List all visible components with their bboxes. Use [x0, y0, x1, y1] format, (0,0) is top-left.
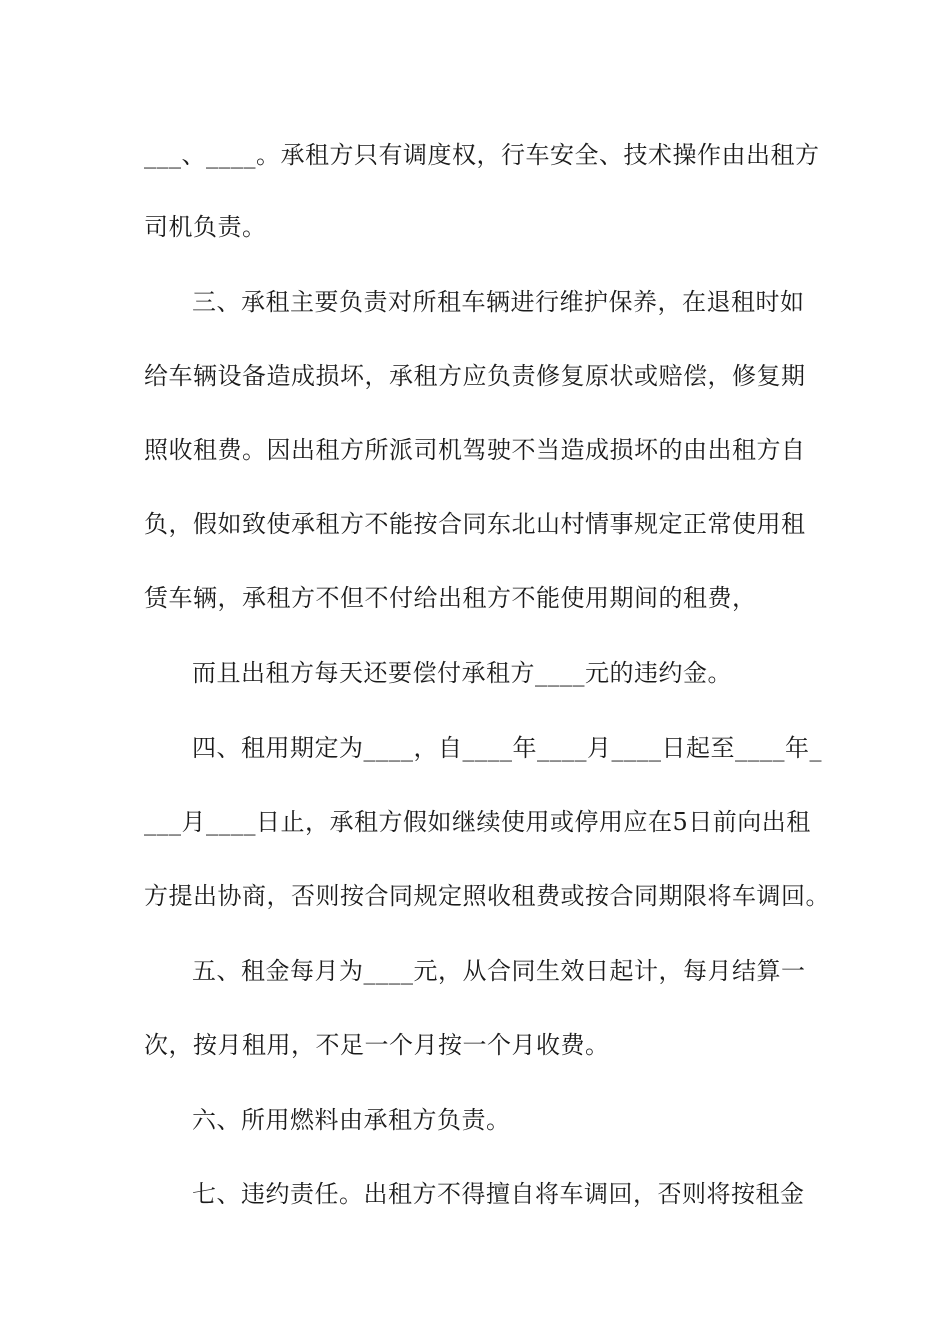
- text-line: 方提出协商，否则按合同规定照收租费或按合同期限将车调回。: [144, 882, 830, 910]
- text-line: ___月____日止，承租方假如继续使用或停用应在5日前向出租: [144, 808, 811, 836]
- text-line: 次，按月租用，不足一个月按一个月收费。: [144, 1031, 610, 1059]
- penalty-line: 而且出租方每天还要偿付承租方____元的违约金。: [192, 659, 732, 687]
- paragraph-five-start: 五、租金每月为____元，从合同生效日起计，每月结算一: [192, 957, 806, 985]
- text-line: 照收租费。因出租方所派司机驾驶不当造成损坏的由出租方自: [144, 436, 806, 464]
- text-line: 给车辆设备造成损坏，承租方应负责修复原状或赔偿，修复期: [144, 362, 806, 390]
- paragraph-seven-start: 七、违约责任。出租方不得擅自将车调回，否则将按租金: [192, 1180, 805, 1208]
- text-line: ___、____。承租方只有调度权，行车安全、技术操作由出租方: [144, 141, 820, 169]
- text-line: 司机负责。: [144, 213, 267, 241]
- paragraph-six: 六、所用燃料由承租方负责。: [192, 1106, 511, 1134]
- text-line: 负，假如致使承租方不能按合同东北山村情事规定正常使用租: [144, 510, 806, 538]
- text-line: 赁车辆，承租方不但不付给出租方不能使用期间的租费，: [144, 584, 757, 612]
- paragraph-three-start: 三、承租主要负责对所租车辆进行维护保养，在退租时如: [192, 288, 805, 316]
- paragraph-four-start: 四、租用期定为____，自____年____月____日起至____年_: [192, 734, 822, 762]
